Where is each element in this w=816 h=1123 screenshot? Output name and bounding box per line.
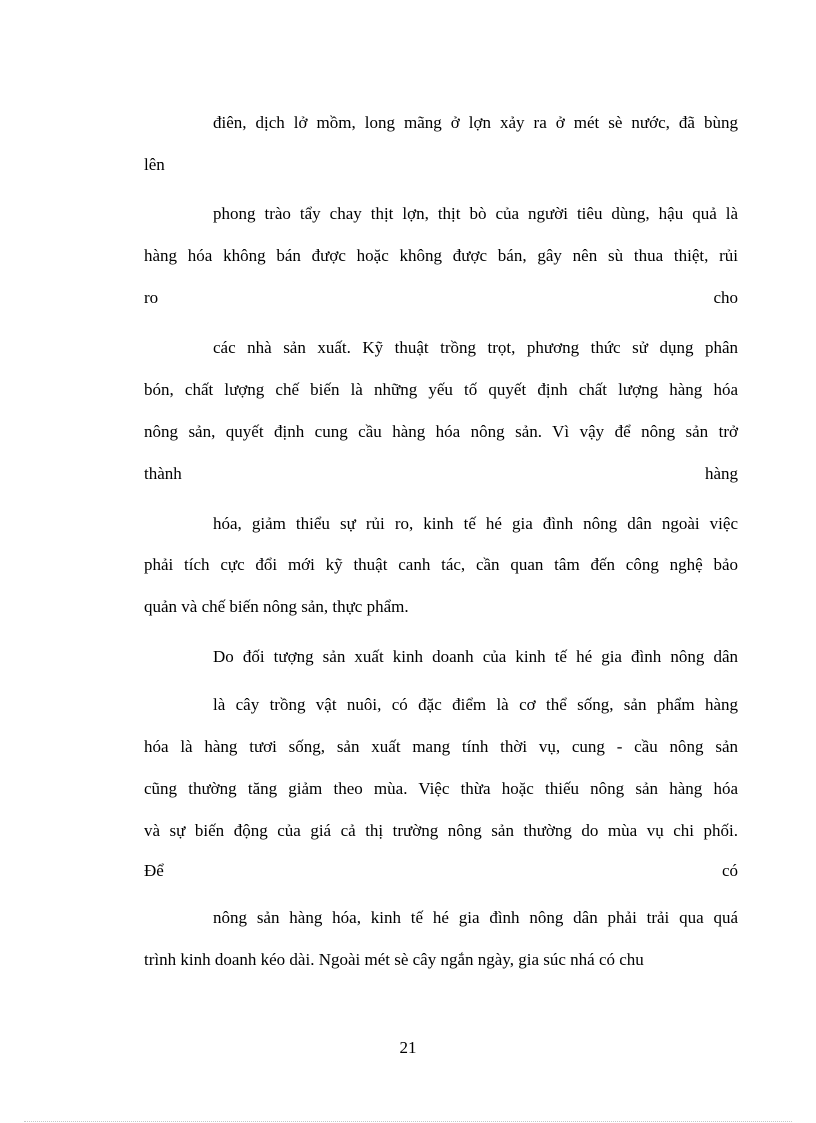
page-number: 21 — [399, 1038, 417, 1057]
text-line: lên — [144, 155, 165, 174]
text-line: phải tích cực đổi mới kỹ thuật canh tác, cần quan tâm đến công nghệ bảo — [144, 555, 738, 574]
split-line-right: có — [721, 861, 738, 880]
split-line-left: ro — [144, 288, 159, 307]
text-line: điên, dịch lở mồm, long mãng ở lợn xảy ra ở mét sè nước, đã bùng — [213, 113, 738, 132]
split-line — [144, 286, 738, 310]
text-line: cũng thường tăng giảm theo mùa. Việc thừa hoặc thiếu nông sản hàng hóa — [144, 779, 738, 798]
text-line: là cây trồng vật nuôi, có đặc điểm là cơ thể sống, sản phẩm hàng — [213, 695, 738, 714]
text-line: hóa, giảm thiểu sự rủi ro, kinh tế hé gia đình nông dân ngoài việc — [213, 514, 738, 533]
text-line: nông sản hàng hóa, kinh tế hé gia đình nông dân phải trải qua quá — [213, 908, 738, 927]
split-line-right: cho — [713, 288, 738, 307]
split-line-left: Để — [144, 861, 164, 880]
text-line: bón, chất lượng chế biến là những yếu tố quyết định chất lượng hàng hóa — [144, 380, 738, 399]
text-line: phong trào tẩy chay thịt lợn, thịt bò của người tiêu dùng, hậu quả là — [213, 204, 738, 223]
text-line: các nhà sản xuất. Kỹ thuật trồng trọt, phương thức sử dụng phân — [213, 338, 738, 357]
split-line-right: hàng — [704, 464, 738, 483]
text-line: quản và chế biến nông sản, thực phẩm. — [144, 597, 409, 616]
text-line: nông sản, quyết định cung cầu hàng hóa nông sản. Vì vậy để nông sản trở — [144, 422, 738, 441]
split-line — [144, 859, 738, 883]
text-line: hóa là hàng tươi sống, sản xuất mang tính thời vụ, cung - cầu nông sản — [144, 737, 738, 756]
text-line: trình kinh doanh kéo dài. Ngoài mét sè cây ngắn ngày, gia súc nhá có chu — [144, 950, 644, 969]
text-line: và sự biến động của giá cả thị trường nông sản thường do mùa vụ chi phối. — [144, 821, 738, 840]
text-line: hàng hóa không bán được hoặc không được bán, gây nên sù thua thiệt, rủi — [144, 246, 738, 265]
split-line-left: thành — [144, 464, 182, 483]
split-line — [144, 462, 738, 486]
text-line: Do đối tượng sản xuất kinh doanh của kinh tế hé gia đình nông dân — [213, 647, 738, 666]
page-bottom-divider — [24, 1121, 792, 1122]
